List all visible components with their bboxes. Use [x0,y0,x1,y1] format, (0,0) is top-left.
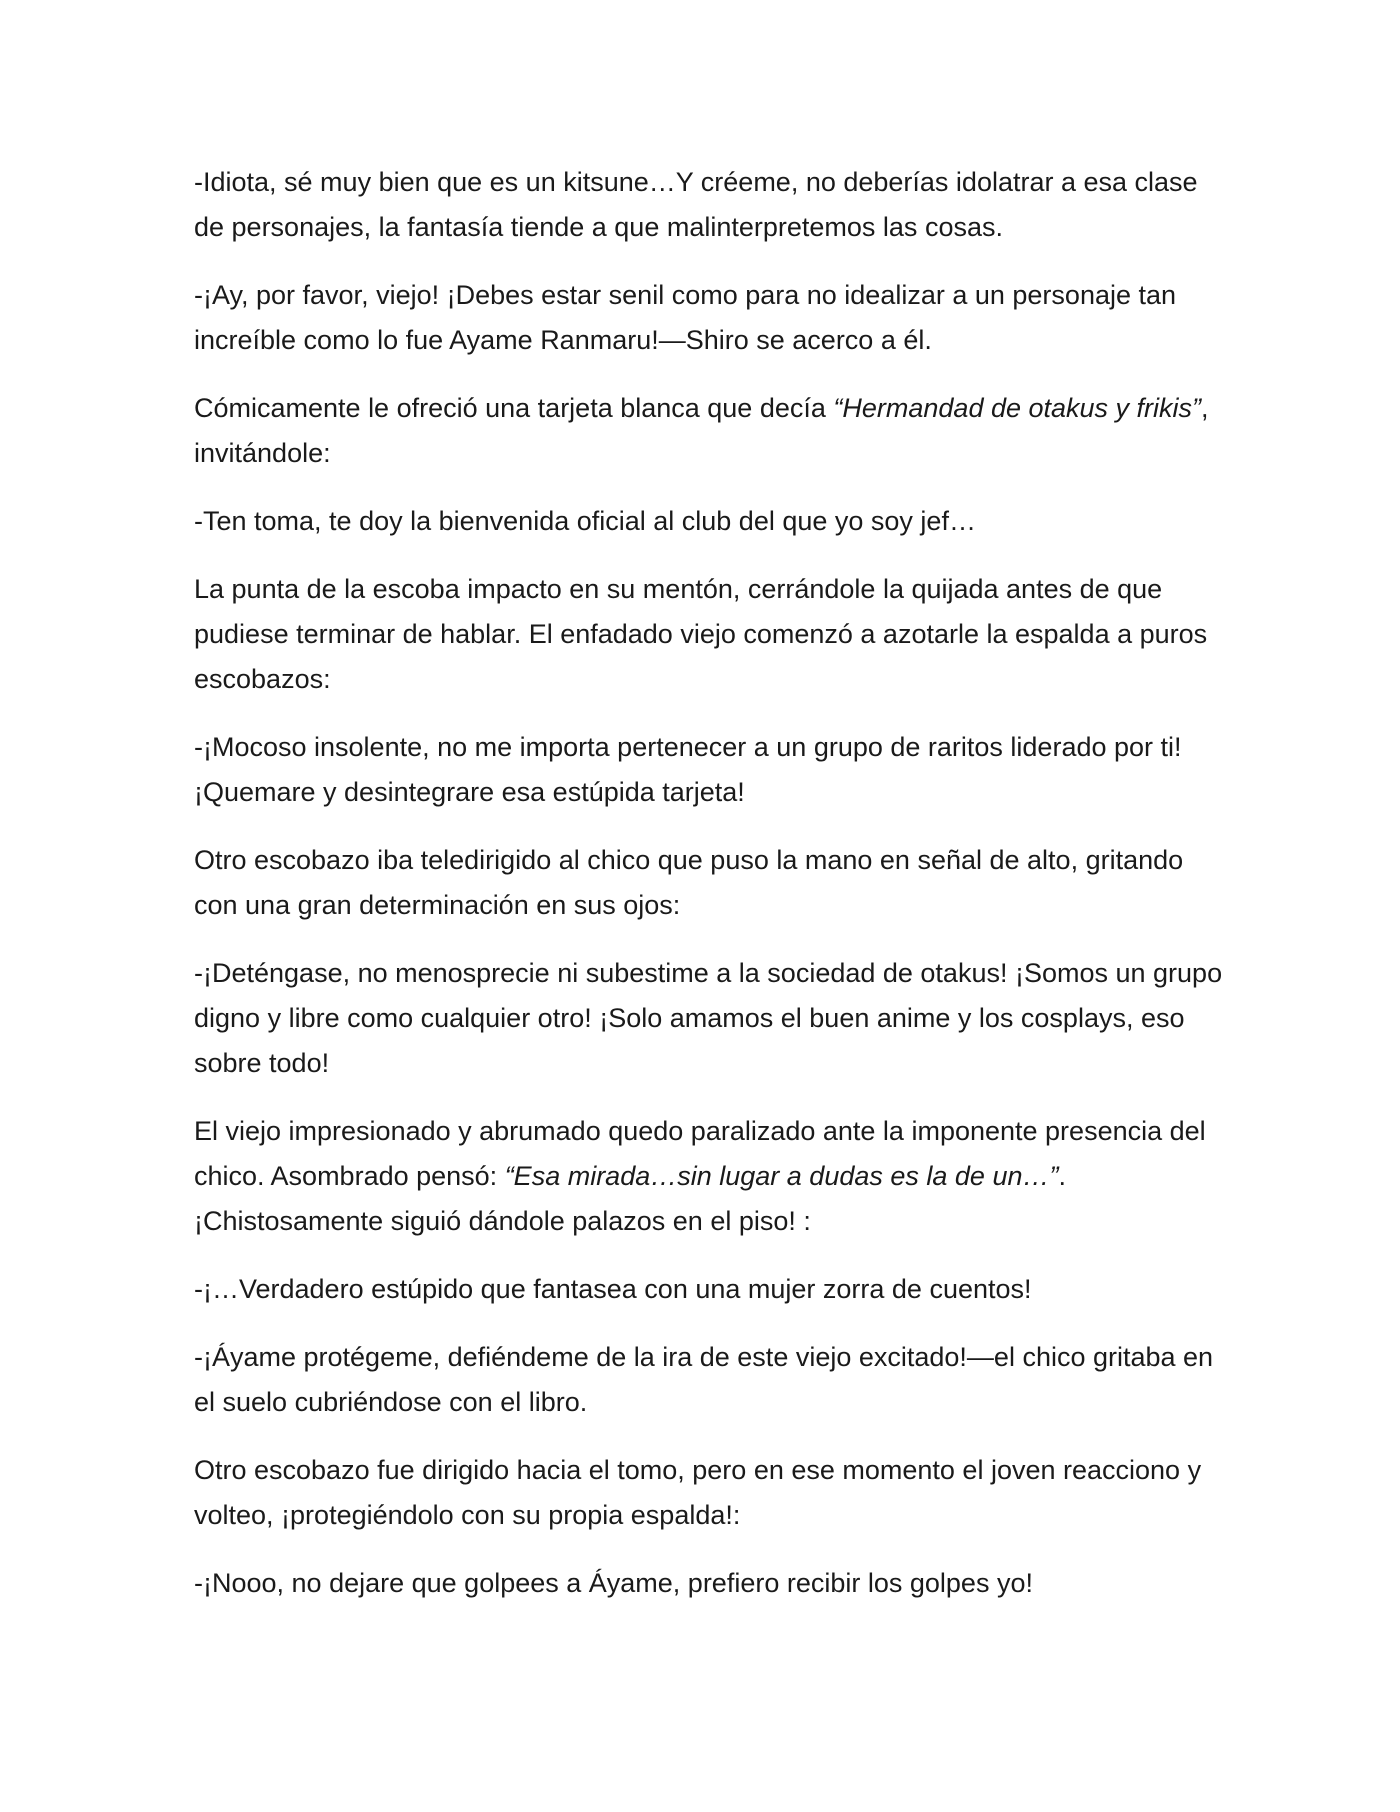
italic-text-run: “Hermandad de otakus y frikis” [833,393,1202,423]
paragraph [194,1448,1234,1538]
paragraph [194,567,1234,702]
text-run: El viejo impresionado y abrumado quedo paralizado ante la imponente presencia del chico. Asombrado pensó: [194,1116,1206,1191]
paragraph [194,1335,1234,1425]
paragraph [194,386,1234,476]
text-run: , invitándole: [194,393,1209,468]
text-run: -Idiota, sé muy bien que es un kitsune…Y créeme, no deberías idolatrar a esa clase de personajes, la fantasía tiende a que malinterpretemos las cosas. [194,167,1198,242]
text-run: -Ten toma, te doy la bienvenida oficial al club del que yo soy jef… [194,506,976,536]
paragraph [194,1267,1234,1312]
text-run: La punta de la escoba impacto en su mentón, cerrándole la quijada antes de que pudiese terminar de hablar. El enfadado viejo comenzó a azotarle la espalda a puros escobazos: [194,574,1208,694]
text-run: -¡Deténgase, no menosprecie ni subestime a la sociedad de otakus! ¡Somos un grupo digno y libre como cualquier otro! ¡Solo amamos el buen anime y los cosplays, eso sobre todo! [194,958,1223,1078]
text-run: -¡Ay, por favor, viejo! ¡Debes estar senil como para no idealizar a un personaje tan increíble como lo fue Ayame Ranmaru!—Shiro se acerco a él. [194,280,1177,355]
document-body [194,160,1234,1629]
paragraph [194,160,1234,250]
text-run: . ¡Chistosamente siguió dándole palazos en el piso! : [194,1161,1066,1236]
text-run: -¡Áyame protégeme, defiéndeme de la ira de este viejo excitado!—el chico gritaba en el suelo cubriéndose con el libro. [194,1342,1214,1417]
text-run: -¡Mocoso insolente, no me importa pertenecer a un grupo de raritos liderado por ti! ¡Quemare y desintegrare esa estúpida tarjeta! [194,732,1182,807]
text-run: Otro escobazo fue dirigido hacia el tomo, pero en ese momento el joven reacciono y volteo, ¡protegiéndolo con su propia espalda!: [194,1455,1202,1530]
paragraph [194,1561,1234,1606]
text-run: Cómicamente le ofreció una tarjeta blanca que decía [194,393,834,423]
paragraph [194,499,1234,544]
paragraph [194,838,1234,928]
paragraph [194,1109,1234,1244]
paragraph [194,951,1234,1086]
paragraph [194,273,1234,363]
text-run: Otro escobazo iba teledirigido al chico que puso la mano en señal de alto, gritando con una gran determinación en sus ojos: [194,845,1184,920]
text-run: -¡Nooo, no dejare que golpees a Áyame, prefiero recibir los golpes yo! [194,1568,1033,1598]
italic-text-run: “Esa mirada…sin lugar a dudas es la de un…” [504,1161,1059,1191]
paragraph [194,725,1234,815]
text-run: -¡…Verdadero estúpido que fantasea con una mujer zorra de cuentos! [194,1274,1032,1304]
